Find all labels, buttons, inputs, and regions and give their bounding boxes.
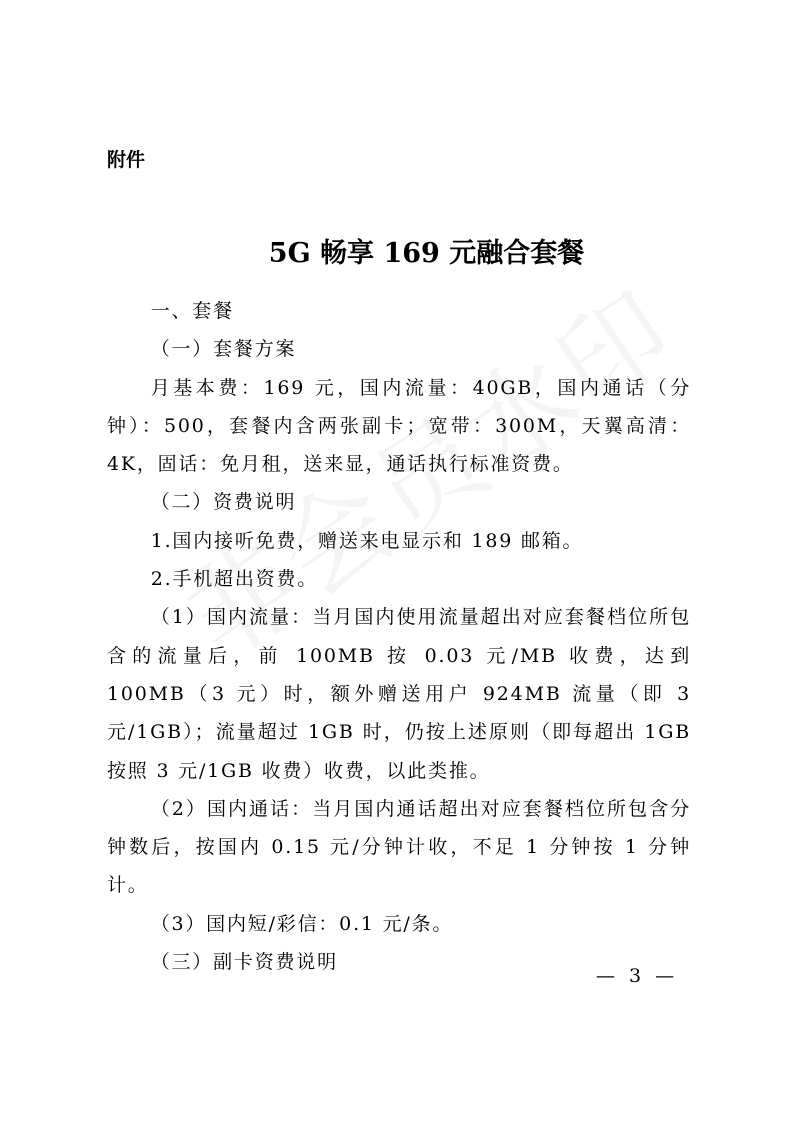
section-heading: 一、套餐 (150, 300, 234, 322)
subsection-heading: （二）资费说明 (150, 491, 297, 514)
document-title: 5G 畅享 169 元融合套餐 (268, 238, 585, 269)
page-number: — 3 — (596, 965, 679, 987)
subsection-heading: （一）套餐方案 (150, 338, 297, 361)
paragraph: （3）国内短/彩信：0.1 元/条。 (150, 912, 454, 935)
paragraph: 月基本费：169 元，国内流量：40GB，国内通话（分钟）：500，套餐内含两张副卡；宽带：300M，天翼高清：4K，固话：免月租，送来显，通话执行标准资费。 (107, 376, 691, 476)
document-body (107, 292, 691, 981)
subsection-heading: （三）副卡资费说明 (150, 951, 338, 974)
paragraph: （1）国内流量：当月国内使用流量超出对应套餐档位所包含的流量后，前 100MB 按 0.03 元/MB 收费，达到 100MB（3 元）时，额外赠送用户 924MB 流量（即 3 元/1GB）；流量超过 1GB 时，仍按上述原则（即每超出 1GB 按照 3 元/1GB 收费）收费，以此类推。 (107, 606, 691, 782)
attachment-label: 附件 (107, 149, 146, 171)
paragraph: （2）国内通话：当月国内通话超出对应套餐档位所包含分钟数后，按国内 0.15 元/分钟计收，不足 1 分钟按 1 分钟计。 (107, 797, 691, 897)
paragraph: 1.国内接听免费，赠送来电显示和 189 邮箱。 (150, 529, 584, 552)
paragraph: 2.手机超出资费。 (150, 568, 319, 591)
